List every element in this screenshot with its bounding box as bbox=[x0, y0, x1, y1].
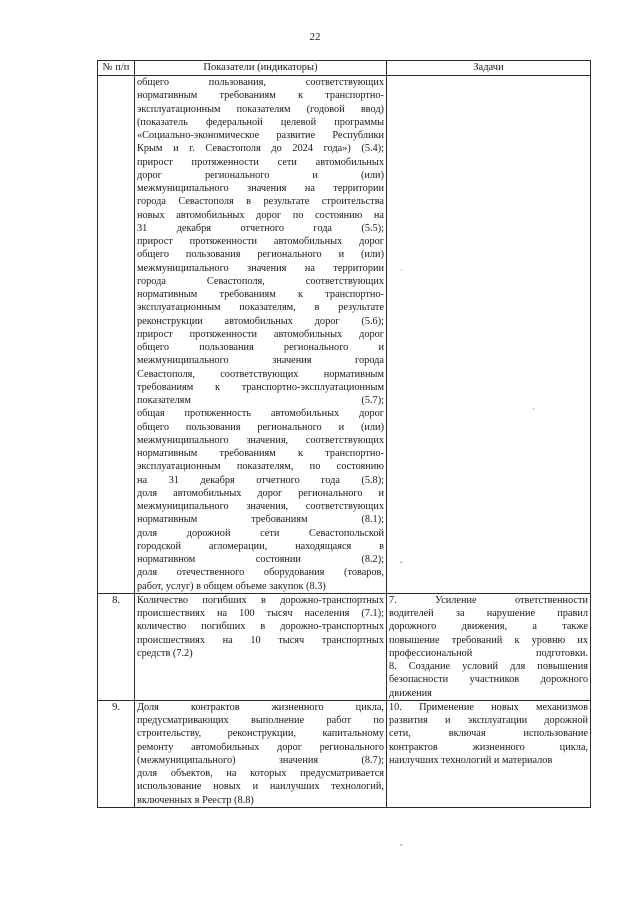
task-line: дорожного движения, а также bbox=[389, 621, 588, 633]
indicator-line: Количество погибших в дорожно-транспортных bbox=[137, 594, 384, 606]
indicator-line: прирост протяженности автомобильных дорог bbox=[137, 328, 384, 340]
indicator-line: ремонту автомобильных дорог регионального bbox=[137, 741, 384, 753]
indicator-line: доля автомобильных дорог регионального и bbox=[137, 487, 384, 499]
indicator-line: города Севастополя, соответствующих bbox=[137, 275, 384, 287]
indicator-line: (показатель федеральной целевой программы bbox=[137, 116, 384, 128]
task-line: 8. Создание условий для повышения bbox=[389, 661, 588, 672]
indicator-line: на 31 декабря отчетного года (5.8); bbox=[137, 474, 384, 486]
page-number: 22 bbox=[309, 31, 321, 43]
task-line: водителей за нарушение правил bbox=[389, 608, 588, 619]
table-body bbox=[98, 76, 591, 808]
indicator-line: нормативным требованиям к транспортно- bbox=[137, 90, 384, 102]
row-number: 9. bbox=[98, 700, 135, 807]
table-header-row bbox=[98, 61, 591, 76]
indicators-cell bbox=[135, 700, 387, 807]
indicator-line: доля объектов, на которых предусматривается bbox=[137, 768, 384, 779]
indicator-line: Доля контрактов жизненного цикла, bbox=[137, 701, 384, 713]
indicator-line: происшествиях на 100 тысяч населения (7.1); bbox=[137, 608, 384, 619]
tasks-cell bbox=[387, 700, 591, 807]
task-line: сети, включая использование bbox=[389, 728, 588, 740]
scan-mark: ˙ bbox=[400, 268, 403, 277]
indicator-line: прирост протяженности сети автомобильных bbox=[137, 156, 384, 168]
indicator-line: эксплуатационным показателям, по состоянию bbox=[137, 461, 384, 473]
indicator-line: общего пользования, соответствующих bbox=[137, 77, 384, 88]
header-indicators: Показатели (индикаторы) bbox=[135, 61, 387, 76]
indicator-line: новых автомобильных дорог по состоянию на bbox=[137, 209, 384, 221]
indicator-line: количество погибших в дорожно-транспортных bbox=[137, 621, 384, 633]
indicator-line: нормативным требованиям к транспортно- bbox=[137, 448, 384, 459]
indicator-line: доля дорожной сети Севастопольской bbox=[137, 527, 384, 539]
indicator-line: происшествиях на 10 тысяч транспортных bbox=[137, 634, 384, 646]
table-row bbox=[98, 76, 591, 594]
scan-mark: ˘ bbox=[400, 843, 403, 852]
tasks-cell bbox=[387, 593, 591, 700]
task-line: безопасности участников дорожного bbox=[389, 674, 588, 686]
indicator-line: дорог регионального и (или) bbox=[137, 169, 384, 181]
task-line: развития и эксплуатации дорожной bbox=[389, 715, 588, 726]
indicator-line: строительству, реконструкции, капитальному bbox=[137, 728, 384, 740]
indicators-table bbox=[97, 60, 591, 808]
indicator-line: города Севастополя в результате строительства bbox=[137, 196, 384, 208]
task-line: наилучших технологий и материалов bbox=[389, 754, 553, 766]
row-number bbox=[98, 76, 135, 594]
indicator-line: использование новых и наилучших технологий, bbox=[137, 781, 384, 793]
indicator-line: городской агломерации, находящаяся в bbox=[137, 540, 384, 552]
indicator-line: (межмуниципального) значения (8.7); bbox=[137, 754, 384, 766]
tasks-cell bbox=[387, 76, 591, 594]
indicator-line: реконструкции автомобильных дорог (5.6); bbox=[137, 315, 384, 327]
task-line: контрактов жизненного цикла, bbox=[389, 741, 588, 753]
indicator-line: межмуниципального значения на территории bbox=[137, 183, 384, 194]
scan-mark: · bbox=[532, 405, 535, 414]
indicator-line: общего пользования регионального и bbox=[137, 342, 384, 353]
indicator-line: Севастополя, соответствующих нормативным bbox=[137, 368, 384, 380]
indicator-line: межмуниципального значения, соответствующих bbox=[137, 434, 384, 446]
indicator-line: общая протяженность автомобильных дорог bbox=[137, 408, 384, 420]
indicator-line: прирост протяженности автомобильных дорог bbox=[137, 236, 384, 247]
indicator-line: межмуниципального значения, соответствующих bbox=[137, 501, 384, 512]
indicator-line: «Социально-экономическое развитие Республики bbox=[137, 130, 384, 141]
indicator-line: межмуниципального значения на территории bbox=[137, 262, 384, 274]
indicator-line: доля отечественного оборудования (товаров, bbox=[137, 567, 384, 579]
indicators-cell bbox=[135, 76, 387, 594]
indicator-line: межмуниципального значения города bbox=[137, 355, 384, 367]
indicator-line: предусматривающих выполнение работ по bbox=[137, 715, 384, 726]
header-number: № п/п bbox=[98, 61, 135, 76]
task-line: повышение требований к уровню их bbox=[389, 634, 588, 646]
indicator-line: Крым и г. Севастополя до 2024 года») (5.4); bbox=[137, 143, 384, 155]
indicator-line: требованиям к транспортно-эксплуатационным bbox=[137, 381, 384, 393]
indicator-line: средств (7.2) bbox=[137, 647, 193, 659]
table-row bbox=[98, 700, 591, 807]
indicator-line: 31 декабря отчетного года (5.5); bbox=[137, 222, 384, 234]
task-line: профессиональной подготовки. bbox=[389, 647, 588, 659]
indicator-line: включенных в Реестр (8.8) bbox=[137, 794, 254, 806]
indicators-cell bbox=[135, 593, 387, 700]
indicator-line: эксплуатационным показателям, в результате bbox=[137, 302, 384, 314]
indicator-line: работ, услуг) в общем объеме закупок (8.3) bbox=[137, 580, 326, 592]
indicator-line: нормативным требованиям к транспортно- bbox=[137, 289, 384, 300]
task-line: движения bbox=[389, 687, 432, 699]
scan-mark: ˘ bbox=[400, 560, 403, 569]
task-line: 10. Применение новых механизмов bbox=[389, 701, 588, 713]
indicator-line: нормативным требованиям (8.1); bbox=[137, 514, 384, 526]
table-row bbox=[98, 593, 591, 700]
row-number: 8. bbox=[98, 593, 135, 700]
indicator-line: общего пользования регионального и (или) bbox=[137, 249, 384, 261]
indicator-line: показателям (5.7); bbox=[137, 395, 384, 406]
indicator-line: общего пользования регионального и (или) bbox=[137, 421, 384, 433]
indicator-line: нормативном состоянии (8.2); bbox=[137, 554, 384, 565]
indicator-line: эксплуатационным показателям (годовой ввод) bbox=[137, 103, 384, 115]
task-line: 7. Усиление ответственности bbox=[389, 594, 588, 606]
header-tasks: Задачи bbox=[387, 61, 591, 76]
